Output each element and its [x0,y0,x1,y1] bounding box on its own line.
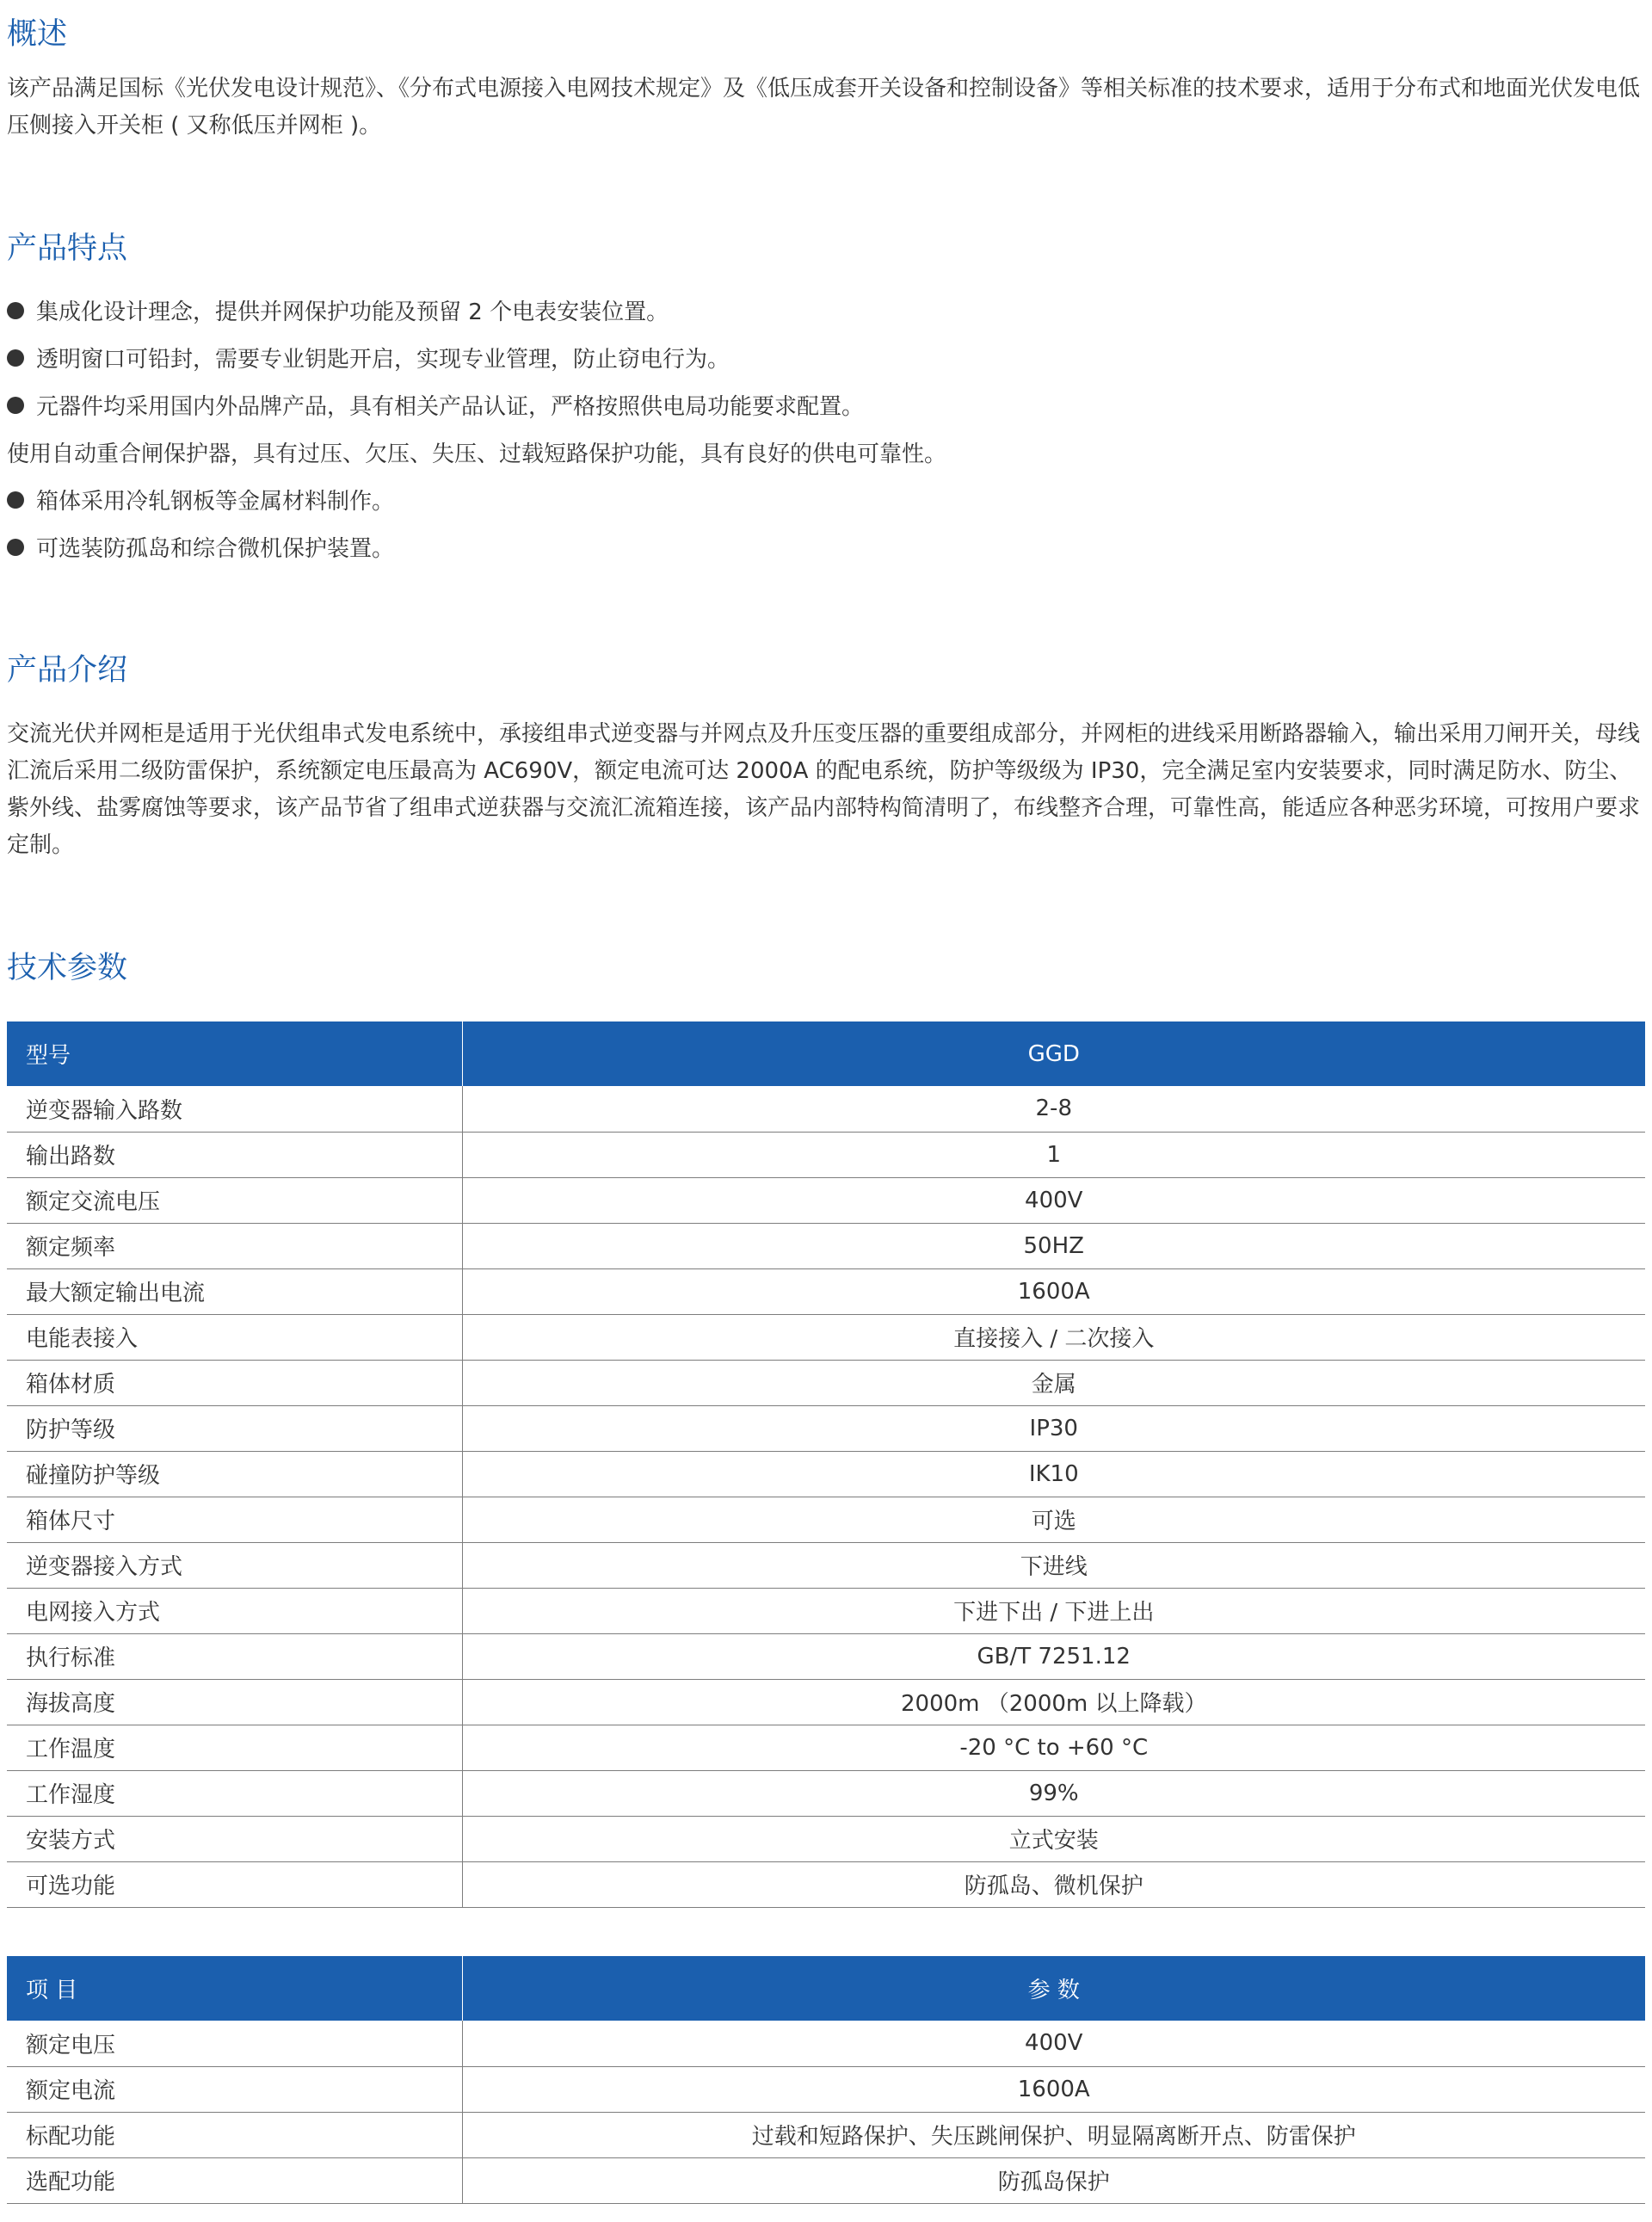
table-row [7,2066,1645,2112]
table-row [7,1451,1645,1497]
param-value: 1 [462,1132,1645,1177]
param-label: 标配功能 [7,2112,462,2157]
tech-title: 技术参数 [7,951,128,985]
table-row [7,1725,1645,1770]
table-row [7,2112,1645,2157]
table-row [7,1223,1645,1268]
param-value: 2-8 [462,1086,1645,1132]
param-value: 2000m （2000m 以上降载） [462,1679,1645,1725]
feature-item [7,476,1645,523]
table-row [7,1542,1645,1588]
features-list [7,287,1645,571]
param-value: 直接接入 / 二次接入 [462,1314,1645,1360]
param-value: 防孤岛、微机保护 [462,1861,1645,1907]
param-label: 输出路数 [7,1132,462,1177]
feature-item [7,287,1645,334]
param-value: 400V [462,2021,1645,2066]
table-header-row [7,1022,1645,1086]
param-label: 最大额定输出电流 [7,1268,462,1314]
bullet-dot-icon [7,491,24,509]
feature-text: 元器件均采用国内外品牌产品，具有相关产品认证，严格按照供电局功能要求配置。 [36,394,865,420]
param-value: 1600A [462,1268,1645,1314]
table-row [7,1132,1645,1177]
param-label: 可选功能 [7,1861,462,1907]
param-label: 箱体尺寸 [7,1497,462,1542]
param-label: 海拔高度 [7,1679,462,1725]
table-row [7,1268,1645,1314]
intro-text: 交流光伏并网柜是适用于光伏组串式发电系统中，承接组串式逆变器与并网点及升压变压器的重要组成部分，并网柜的进线采用断路器输入，输出采用刀闸开关，母线汇流后采用二级防雷保护，系统额定电压最高为 AC690V，额定电流可达 2000A 的配电系统，防护等级级为 IP30，完全满足室内安装要求，同时满足防水、防尘、紫外线、盐雾腐蚀等要求，该产品节省了组串式逆获器与交流汇流箱连接，该产品内部特构简清明了，布线整齐合理，可靠性高，能适应各种恶劣环境，可按用户要求定制。 [7,721,1641,858]
param-label: 额定电流 [7,2066,462,2112]
table-row [7,1679,1645,1725]
param-label: 执行标准 [7,1633,462,1679]
param-label: 额定交流电压 [7,1177,462,1223]
table-row [7,2157,1645,2203]
param-value: 下进下出 / 下进上出 [462,1588,1645,1633]
spec-table-model [7,1022,1645,1908]
intro-title: 产品介绍 [7,653,128,688]
param-value: 99% [462,1770,1645,1816]
bullet-dot-icon [7,349,24,367]
param-label: 工作湿度 [7,1770,462,1816]
param-value: -20 °C to +60 °C [462,1725,1645,1770]
param-value: 防孤岛保护 [462,2157,1645,2203]
param-value: 可选 [462,1497,1645,1542]
param-label: 选配功能 [7,2157,462,2203]
param-value: IP30 [462,1405,1645,1451]
param-label: 电能表接入 [7,1314,462,1360]
table-row [7,1861,1645,1907]
param-label: 额定电压 [7,2021,462,2066]
spec-table-params-body [7,2021,1645,2203]
table-row [7,1360,1645,1405]
table-row [7,1086,1645,1132]
table-header-row [7,1956,1645,2021]
param-value: 下进线 [462,1542,1645,1588]
table-row [7,1816,1645,1861]
feature-text: 使用自动重合闸保护器，具有过压、欠压、失压、过载短路保护功能，具有良好的供电可靠性。 [7,441,947,467]
bullet-dot-icon [7,302,24,319]
param-value: IK10 [462,1451,1645,1497]
header-cell-param: 参 数 [462,1956,1645,2021]
table-row [7,1497,1645,1542]
table-row [7,1633,1645,1679]
param-label: 电网接入方式 [7,1588,462,1633]
table-row [7,1770,1645,1816]
bullet-dot-icon [7,397,24,414]
spec-table-model-body [7,1086,1645,1907]
feature-text: 箱体采用冷轧钢板等金属材料制作。 [36,489,395,515]
param-label: 箱体材质 [7,1360,462,1405]
param-value: 金属 [462,1360,1645,1405]
bullet-dot-icon [7,539,24,556]
param-value: 1600A [462,2066,1645,2112]
features-title: 产品特点 [7,231,128,266]
header-cell-item: 项 目 [7,1956,462,2021]
feature-item [7,523,1645,571]
overview-text: 该产品满足国标《光伏发电设计规范》、《分布式电源接入电网技术规定》及《低压成套开关设备和控制设备》等相关标准的技术要求，适用于分布式和地面光伏发电低压侧接入开关柜 ( 又称低压并网柜 )。 [7,76,1641,139]
table-row [7,1314,1645,1360]
param-label: 逆变器接入方式 [7,1542,462,1588]
feature-item [7,334,1645,381]
param-label: 碰撞防护等级 [7,1451,462,1497]
param-label: 工作温度 [7,1725,462,1770]
param-value: GB/T 7251.12 [462,1633,1645,1679]
param-label: 逆变器输入路数 [7,1086,462,1132]
header-cell-model-value: GGD [462,1022,1645,1086]
table-row [7,2021,1645,2066]
feature-item [7,429,1645,476]
param-value: 过载和短路保护、失压跳闸保护、明显隔离断开点、防雷保护 [462,2112,1645,2157]
param-label: 防护等级 [7,1405,462,1451]
param-label: 安装方式 [7,1816,462,1861]
param-label: 额定频率 [7,1223,462,1268]
param-value: 立式安装 [462,1816,1645,1861]
overview-title: 概述 [7,17,68,52]
header-cell-model: 型号 [7,1022,462,1086]
spec-table-params [7,1956,1645,2204]
param-value: 50HZ [462,1223,1645,1268]
feature-text: 可选装防孤岛和综合微机保护装置。 [36,536,395,562]
feature-text: 集成化设计理念，提供并网保护功能及预留 2 个电表安装位置。 [36,299,669,325]
param-value: 400V [462,1177,1645,1223]
table-row [7,1177,1645,1223]
feature-text: 透明窗口可铅封，需要专业钥匙开启，实现专业管理，防止窃电行为。 [36,347,730,373]
feature-item [7,381,1645,429]
table-row [7,1405,1645,1451]
table-row [7,1588,1645,1633]
